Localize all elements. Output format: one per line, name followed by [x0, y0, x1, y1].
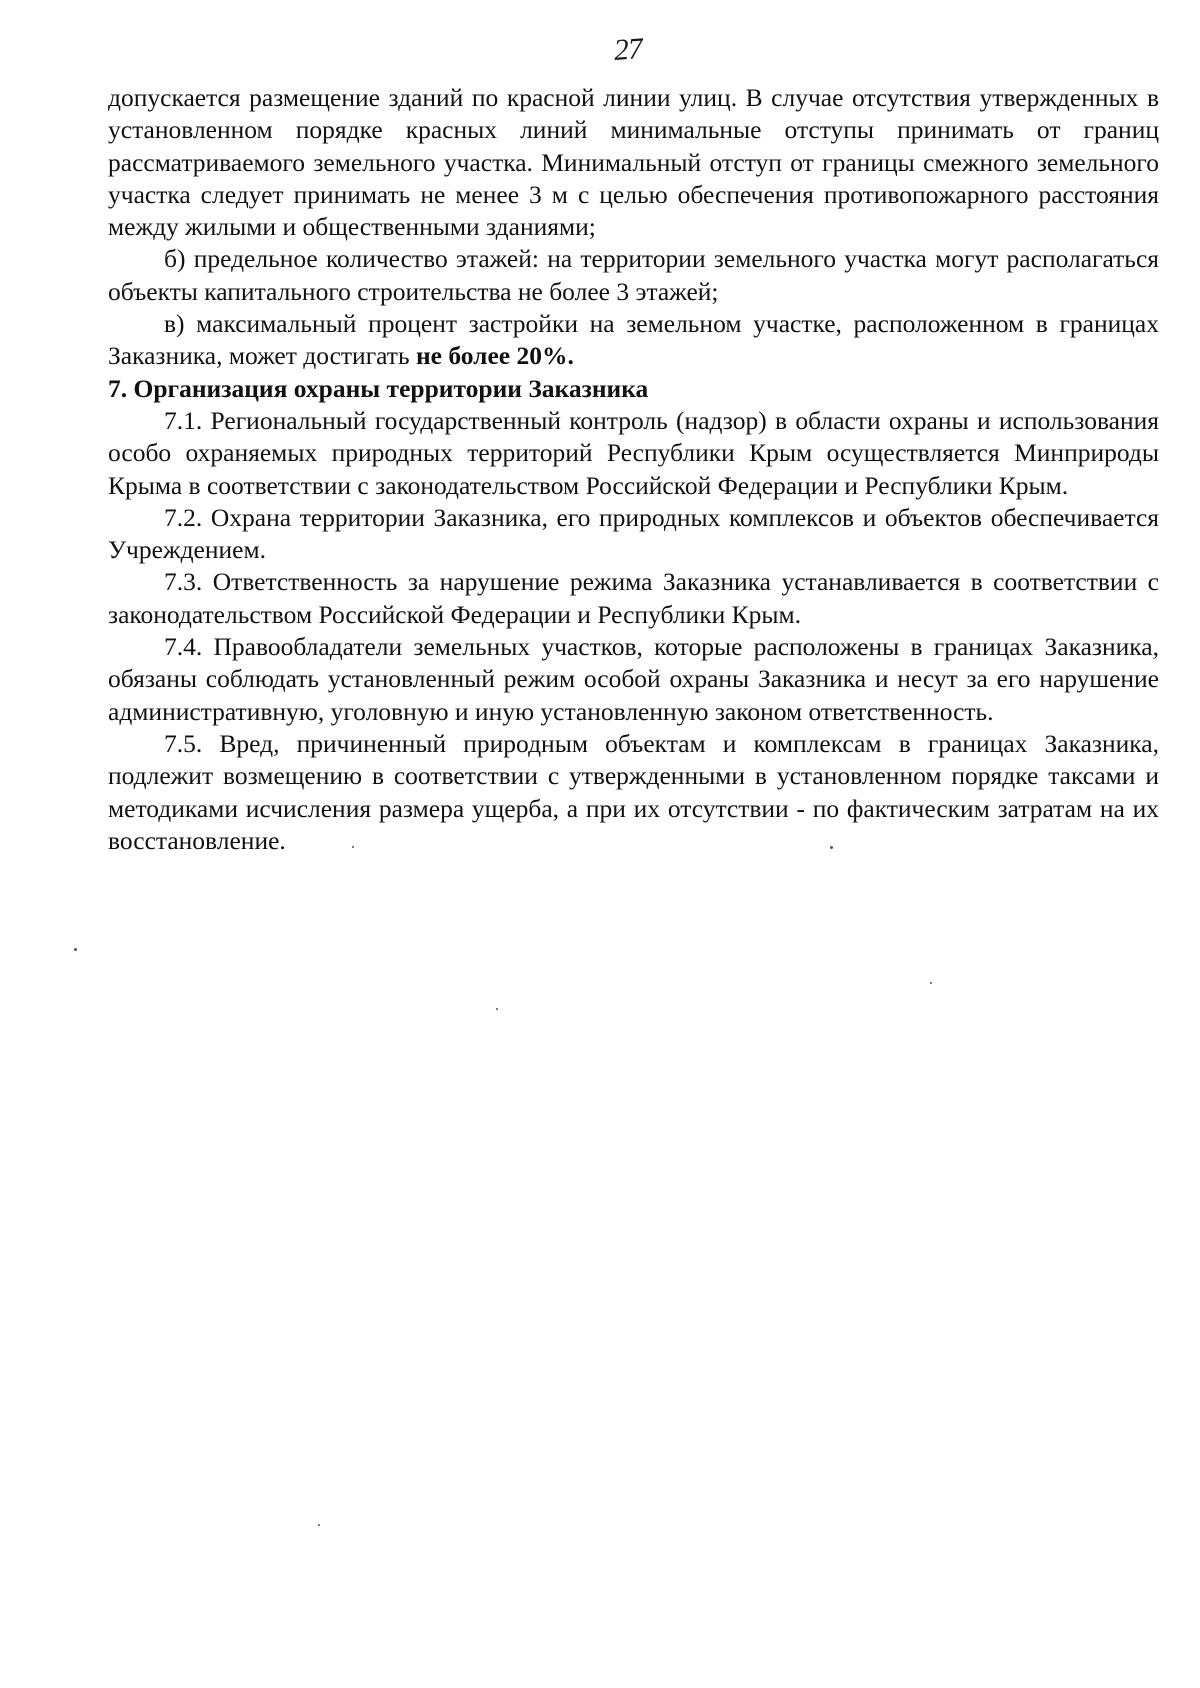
scan-speck [318, 1524, 320, 1526]
paragraph-7-4: 7.4. Правообладатели земельных участков, которые расположены в границах Заказника, обязаны соблюдать установленный режим особой охраны Заказника и несут за его нарушение административную, уголовную и иную установленную законом ответственность. [108, 632, 1159, 726]
paragraph-item-v [108, 308, 1159, 373]
item-v-text: в) максимальный процент застройки на земельном участке, расположенном в границах Заказника, может достигать [108, 309, 1159, 371]
document-body [108, 82, 1159, 857]
paragraph-7-3: 7.3. Ответственность за нарушение режима Заказника устанавливается в соответствии с законодательством Российской Федерации и Республики Крым. [108, 567, 1159, 629]
scan-speck [352, 846, 354, 848]
scan-speck [496, 1008, 498, 1010]
paragraph-7-2: 7.2. Охрана территории Заказника, его природных комплексов и объектов обеспечивается Учреждением. [108, 502, 1159, 565]
scan-speck [830, 846, 833, 849]
paragraph-7-1: 7.1. Региональный государственный контроль (надзор) в области охраны и использования особо охраняемых природных территорий Республики Крым осуществляется Минприроды Крыма в соответствии с законодательством Российской Федерации и Республики Крым. [108, 405, 1159, 500]
page-number: 27 [612, 32, 644, 67]
section-heading: 7. Организация охраны территории Заказника [108, 373, 649, 403]
scan-speck [74, 948, 77, 951]
paragraph-item-b: б) предельное количество этажей: на территории земельного участка могут располагаться объекты капитального строительства не более 3 этажей; [108, 244, 1159, 306]
scan-speck [930, 982, 932, 984]
item-v-bold-value: не более 20%. [415, 341, 574, 371]
paragraph-continuation: допускается размещение зданий по красной линии улиц. В случае отсутствия утвержденных в установленном порядке красных линий минимальные отступы принимать от границ рассматриваемого земельного участка. Минимальный отступ от границы смежного земельного участка следует принимать не менее 3 м с целью обеспечения противопожарного расстояния между жилыми и общественными зданиями; [108, 83, 1159, 242]
paragraph-7-5: 7.5. Вред, причиненный природным объектам и комплексам в границах Заказника, подлежит возмещению в соответствии с утвержденными в установленном порядке таксами и методиками исчисления размера ущерба, а при их отсутствии - по фактическим затратам на их восстановление. [108, 728, 1159, 855]
